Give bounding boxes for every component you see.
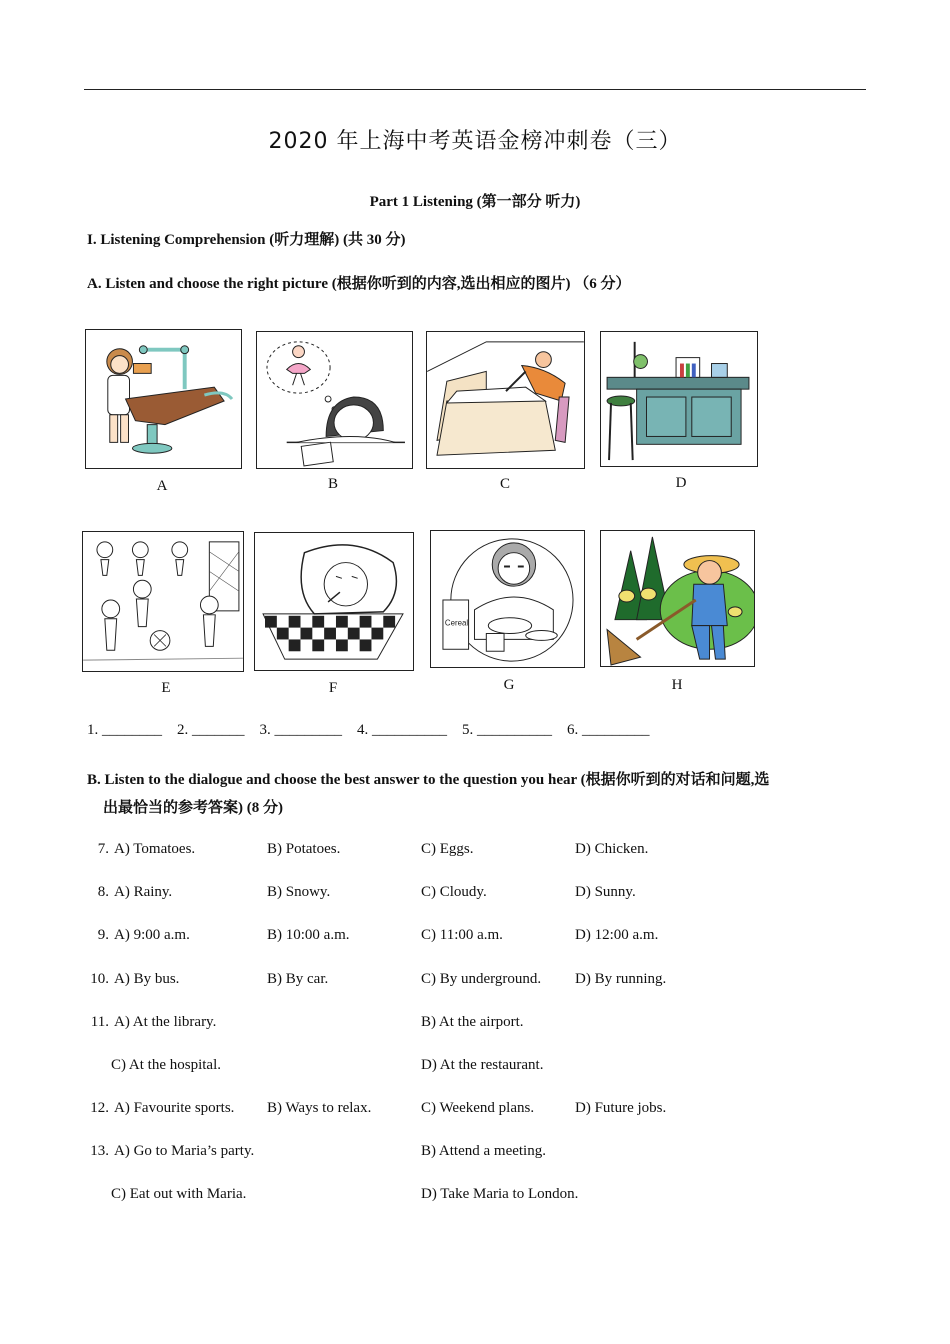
question-12-option-b: B) Ways to relax.	[267, 1100, 372, 1116]
picture-c-making-bed	[426, 331, 585, 469]
picture-label-a: A	[156, 478, 168, 494]
picture-a-dentist	[85, 329, 242, 469]
dentist-icon	[86, 330, 241, 468]
question-11-option-d: D) At the restaurant.	[421, 1057, 544, 1073]
question-13-option-c: C) Eat out with Maria.	[111, 1186, 247, 1202]
question-12-number: 12.	[90, 1100, 109, 1116]
part-heading: Part 1 Listening (第一部分 听力)	[369, 194, 581, 210]
question-9-number: 9.	[97, 927, 109, 943]
picture-e-kids-football	[82, 531, 244, 672]
question-7-option-d: D) Chicken.	[575, 841, 649, 857]
question-9-option-b: B) 10:00 a.m.	[267, 927, 350, 943]
question-9-option-c: C) 11:00 a.m.	[421, 927, 503, 943]
football-icon	[83, 532, 243, 671]
question-12-option-a: A) Favourite sports.	[114, 1100, 235, 1116]
question-8-option-c: C) Cloudy.	[421, 884, 487, 900]
page-title: 2020 年上海中考英语金榜冲刺卷（三）	[268, 129, 682, 154]
question-11-option-b: B) At the airport.	[421, 1014, 524, 1030]
picture-label-g: G	[503, 677, 515, 693]
question-11-number: 11.	[90, 1014, 109, 1030]
picture-h-farm-girl	[600, 530, 755, 667]
picture-label-b: B	[327, 476, 338, 492]
top-rule	[84, 89, 866, 90]
question-13-option-a: A) Go to Maria’s party.	[114, 1143, 255, 1159]
question-11-option-c: C) At the hospital.	[111, 1057, 221, 1073]
farm-icon	[601, 531, 754, 666]
section-b-heading-line1: B. Listen to the dialogue and choose the best answer to the question you hear (根据你听到的对话和问题,选	[87, 772, 770, 788]
question-10-number: 10.	[90, 971, 109, 987]
question-8-number: 8.	[97, 884, 109, 900]
picture-d-science-lab	[600, 331, 758, 467]
section-b-heading-line2: 出最恰当的参考答案) (8 分)	[103, 800, 283, 816]
daydream-icon	[257, 332, 412, 468]
question-9-option-a: A) 9:00 a.m.	[114, 927, 190, 943]
picture-b-daydreaming	[256, 331, 413, 469]
picture-label-e: E	[161, 680, 171, 696]
breakfast-icon	[431, 531, 584, 667]
question-10-option-d: D) By running.	[575, 971, 667, 987]
question-7-option-c: C) Eggs.	[421, 841, 474, 857]
question-9-option-d: D) 12:00 a.m.	[575, 927, 659, 943]
section-a-heading: A. Listen and choose the right picture (根据你听到的内容,选出相应的图片) （6 分）	[87, 276, 631, 292]
section-i-heading: I. Listening Comprehension (听力理解) (共 30 分)	[87, 232, 406, 248]
bed-icon	[427, 332, 584, 468]
lab-icon	[601, 332, 757, 466]
question-8-option-d: D) Sunny.	[575, 884, 636, 900]
section-b-heading	[87, 766, 872, 822]
question-10-option-b: B) By car.	[267, 971, 329, 987]
picture-label-c: C	[499, 476, 510, 492]
question-8-option-b: B) Snowy.	[267, 884, 331, 900]
question-13-option-b: B) Attend a meeting.	[421, 1143, 546, 1159]
picture-label-f: F	[328, 680, 338, 696]
picture-label-h: H	[671, 677, 683, 693]
svg-text:Cereal: Cereal	[444, 618, 469, 628]
question-12-option-d: D) Future jobs.	[575, 1100, 667, 1116]
question-7-option-b: B) Potatoes.	[267, 841, 341, 857]
picture-g-breakfast	[430, 530, 585, 668]
question-12-option-c: C) Weekend plans.	[421, 1100, 535, 1116]
answer-blanks: 1. ________ 2. _______ 3. _________ 4. __________ 5. __________ 6. _________	[87, 722, 650, 738]
question-7-option-a: A) Tomatoes.	[114, 841, 196, 857]
question-11-option-a: A) At the library.	[114, 1014, 217, 1030]
question-10-option-c: C) By underground.	[421, 971, 542, 987]
question-8-option-a: A) Rainy.	[114, 884, 173, 900]
picture-f-sick-boy	[254, 532, 414, 671]
question-10-option-a: A) By bus.	[114, 971, 180, 987]
picture-label-d: D	[675, 475, 687, 491]
question-13-option-d: D) Take Maria to London.	[421, 1186, 579, 1202]
question-7-number: 7.	[97, 841, 109, 857]
question-13-number: 13.	[90, 1143, 109, 1159]
sick-icon	[255, 533, 413, 670]
